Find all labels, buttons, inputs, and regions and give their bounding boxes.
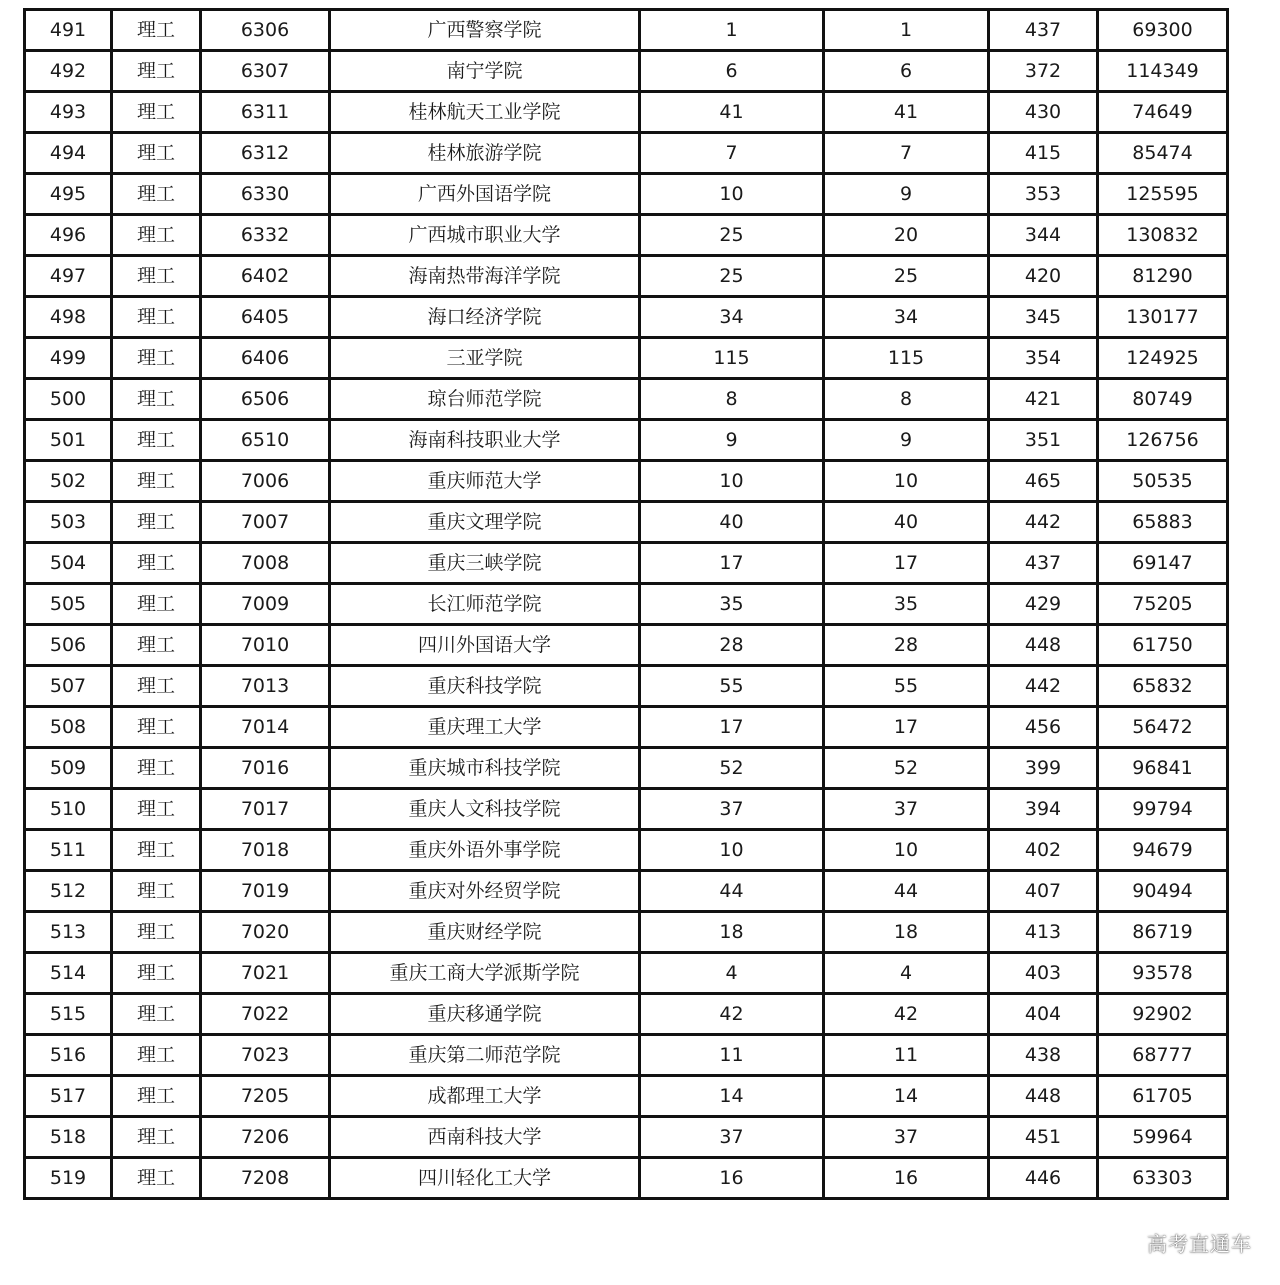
category-cell: 理工 <box>112 666 201 707</box>
min-rank-cell: 99794 <box>1098 789 1228 830</box>
row-number-cell: 495 <box>25 174 112 215</box>
admitted-count-cell: 40 <box>824 502 989 543</box>
admitted-count-cell: 7 <box>824 133 989 174</box>
school-name-cell: 重庆工商大学派斯学院 <box>330 953 640 994</box>
table-row <box>25 379 1228 420</box>
table-row <box>25 625 1228 666</box>
min-rank-cell: 65832 <box>1098 666 1228 707</box>
category-cell: 理工 <box>112 461 201 502</box>
category-cell: 理工 <box>112 1117 201 1158</box>
school-code-cell: 6506 <box>201 379 330 420</box>
min-score-cell: 448 <box>989 625 1098 666</box>
plan-count-cell: 37 <box>640 1117 824 1158</box>
category-cell: 理工 <box>112 215 201 256</box>
row-number-cell: 514 <box>25 953 112 994</box>
admitted-count-cell: 18 <box>824 912 989 953</box>
row-number-cell: 516 <box>25 1035 112 1076</box>
school-name-cell: 四川轻化工大学 <box>330 1158 640 1199</box>
row-number-cell: 519 <box>25 1158 112 1199</box>
row-number-cell: 502 <box>25 461 112 502</box>
school-code-cell: 7021 <box>201 953 330 994</box>
plan-count-cell: 10 <box>640 461 824 502</box>
plan-count-cell: 17 <box>640 707 824 748</box>
admitted-count-cell: 52 <box>824 748 989 789</box>
school-name-cell: 三亚学院 <box>330 338 640 379</box>
min-score-cell: 415 <box>989 133 1098 174</box>
min-score-cell: 442 <box>989 502 1098 543</box>
school-code-cell: 6402 <box>201 256 330 297</box>
plan-count-cell: 55 <box>640 666 824 707</box>
category-cell: 理工 <box>112 584 201 625</box>
table-row <box>25 338 1228 379</box>
table-row <box>25 1035 1228 1076</box>
min-score-cell: 442 <box>989 666 1098 707</box>
school-name-cell: 重庆城市科技学院 <box>330 748 640 789</box>
school-code-cell: 7023 <box>201 1035 330 1076</box>
table-row <box>25 871 1228 912</box>
min-rank-cell: 81290 <box>1098 256 1228 297</box>
min-rank-cell: 74649 <box>1098 92 1228 133</box>
table-row <box>25 10 1228 51</box>
plan-count-cell: 10 <box>640 174 824 215</box>
category-cell: 理工 <box>112 92 201 133</box>
school-code-cell: 7016 <box>201 748 330 789</box>
min-rank-cell: 130177 <box>1098 297 1228 338</box>
min-score-cell: 448 <box>989 1076 1098 1117</box>
row-number-cell: 497 <box>25 256 112 297</box>
school-name-cell: 琼台师范学院 <box>330 379 640 420</box>
min-rank-cell: 75205 <box>1098 584 1228 625</box>
plan-count-cell: 18 <box>640 912 824 953</box>
category-cell: 理工 <box>112 830 201 871</box>
row-number-cell: 504 <box>25 543 112 584</box>
admitted-count-cell: 10 <box>824 830 989 871</box>
plan-count-cell: 25 <box>640 215 824 256</box>
row-number-cell: 515 <box>25 994 112 1035</box>
row-number-cell: 498 <box>25 297 112 338</box>
admitted-count-cell: 42 <box>824 994 989 1035</box>
table-row <box>25 1158 1228 1199</box>
row-number-cell: 517 <box>25 1076 112 1117</box>
min-score-cell: 354 <box>989 338 1098 379</box>
plan-count-cell: 25 <box>640 256 824 297</box>
school-name-cell: 海南科技职业大学 <box>330 420 640 461</box>
category-cell: 理工 <box>112 420 201 461</box>
min-score-cell: 438 <box>989 1035 1098 1076</box>
min-score-cell: 345 <box>989 297 1098 338</box>
plan-count-cell: 42 <box>640 994 824 1035</box>
table-row <box>25 789 1228 830</box>
min-rank-cell: 94679 <box>1098 830 1228 871</box>
school-name-cell: 重庆财经学院 <box>330 912 640 953</box>
min-score-cell: 456 <box>989 707 1098 748</box>
table-row <box>25 215 1228 256</box>
min-rank-cell: 50535 <box>1098 461 1228 502</box>
school-code-cell: 7206 <box>201 1117 330 1158</box>
admitted-count-cell: 9 <box>824 420 989 461</box>
min-score-cell: 430 <box>989 92 1098 133</box>
min-score-cell: 402 <box>989 830 1098 871</box>
table-row <box>25 543 1228 584</box>
min-score-cell: 399 <box>989 748 1098 789</box>
min-rank-cell: 86719 <box>1098 912 1228 953</box>
min-score-cell: 437 <box>989 10 1098 51</box>
category-cell: 理工 <box>112 912 201 953</box>
school-code-cell: 6332 <box>201 215 330 256</box>
admitted-count-cell: 14 <box>824 1076 989 1117</box>
plan-count-cell: 17 <box>640 543 824 584</box>
min-rank-cell: 68777 <box>1098 1035 1228 1076</box>
school-name-cell: 海口经济学院 <box>330 297 640 338</box>
school-name-cell: 重庆科技学院 <box>330 666 640 707</box>
watermark: 高考直通车 <box>1147 1232 1252 1256</box>
plan-count-cell: 37 <box>640 789 824 830</box>
table-row <box>25 1117 1228 1158</box>
school-code-cell: 6330 <box>201 174 330 215</box>
school-code-cell: 6311 <box>201 92 330 133</box>
plan-count-cell: 44 <box>640 871 824 912</box>
category-cell: 理工 <box>112 1158 201 1199</box>
school-name-cell: 重庆三峡学院 <box>330 543 640 584</box>
school-name-cell: 重庆文理学院 <box>330 502 640 543</box>
school-code-cell: 7020 <box>201 912 330 953</box>
row-number-cell: 509 <box>25 748 112 789</box>
table-row <box>25 420 1228 461</box>
table-row <box>25 748 1228 789</box>
admitted-count-cell: 6 <box>824 51 989 92</box>
category-cell: 理工 <box>112 297 201 338</box>
school-code-cell: 7008 <box>201 543 330 584</box>
table-row <box>25 666 1228 707</box>
row-number-cell: 513 <box>25 912 112 953</box>
row-number-cell: 501 <box>25 420 112 461</box>
plan-count-cell: 7 <box>640 133 824 174</box>
school-name-cell: 长江师范学院 <box>330 584 640 625</box>
admitted-count-cell: 28 <box>824 625 989 666</box>
admitted-count-cell: 1 <box>824 10 989 51</box>
category-cell: 理工 <box>112 871 201 912</box>
table-row <box>25 1076 1228 1117</box>
admitted-count-cell: 37 <box>824 1117 989 1158</box>
table-row <box>25 51 1228 92</box>
min-score-cell: 413 <box>989 912 1098 953</box>
category-cell: 理工 <box>112 51 201 92</box>
min-score-cell: 465 <box>989 461 1098 502</box>
school-code-cell: 7205 <box>201 1076 330 1117</box>
category-cell: 理工 <box>112 953 201 994</box>
table-row <box>25 256 1228 297</box>
category-cell: 理工 <box>112 1035 201 1076</box>
school-name-cell: 重庆理工大学 <box>330 707 640 748</box>
min-score-cell: 429 <box>989 584 1098 625</box>
table-row <box>25 830 1228 871</box>
row-number-cell: 503 <box>25 502 112 543</box>
admitted-count-cell: 11 <box>824 1035 989 1076</box>
row-number-cell: 511 <box>25 830 112 871</box>
admitted-count-cell: 41 <box>824 92 989 133</box>
table-row <box>25 584 1228 625</box>
table-row <box>25 707 1228 748</box>
row-number-cell: 507 <box>25 666 112 707</box>
min-rank-cell: 56472 <box>1098 707 1228 748</box>
min-score-cell: 372 <box>989 51 1098 92</box>
school-name-cell: 广西警察学院 <box>330 10 640 51</box>
category-cell: 理工 <box>112 379 201 420</box>
school-name-cell: 重庆第二师范学院 <box>330 1035 640 1076</box>
min-rank-cell: 93578 <box>1098 953 1228 994</box>
plan-count-cell: 41 <box>640 92 824 133</box>
category-cell: 理工 <box>112 174 201 215</box>
school-code-cell: 6510 <box>201 420 330 461</box>
admitted-count-cell: 4 <box>824 953 989 994</box>
admitted-count-cell: 35 <box>824 584 989 625</box>
admitted-count-cell: 17 <box>824 707 989 748</box>
admissions-table <box>23 8 1229 1200</box>
school-code-cell: 7014 <box>201 707 330 748</box>
row-number-cell: 510 <box>25 789 112 830</box>
min-rank-cell: 61705 <box>1098 1076 1228 1117</box>
plan-count-cell: 40 <box>640 502 824 543</box>
school-name-cell: 重庆移通学院 <box>330 994 640 1035</box>
row-number-cell: 492 <box>25 51 112 92</box>
category-cell: 理工 <box>112 625 201 666</box>
school-name-cell: 重庆对外经贸学院 <box>330 871 640 912</box>
school-code-cell: 6306 <box>201 10 330 51</box>
table-row <box>25 92 1228 133</box>
school-code-cell: 6312 <box>201 133 330 174</box>
plan-count-cell: 6 <box>640 51 824 92</box>
admitted-count-cell: 55 <box>824 666 989 707</box>
school-code-cell: 7208 <box>201 1158 330 1199</box>
school-name-cell: 四川外国语大学 <box>330 625 640 666</box>
category-cell: 理工 <box>112 338 201 379</box>
category-cell: 理工 <box>112 10 201 51</box>
admitted-count-cell: 25 <box>824 256 989 297</box>
table-row <box>25 461 1228 502</box>
min-rank-cell: 126756 <box>1098 420 1228 461</box>
school-name-cell: 南宁学院 <box>330 51 640 92</box>
plan-count-cell: 9 <box>640 420 824 461</box>
admitted-count-cell: 44 <box>824 871 989 912</box>
plan-count-cell: 28 <box>640 625 824 666</box>
min-rank-cell: 61750 <box>1098 625 1228 666</box>
min-score-cell: 403 <box>989 953 1098 994</box>
school-code-cell: 7006 <box>201 461 330 502</box>
category-cell: 理工 <box>112 748 201 789</box>
school-code-cell: 6405 <box>201 297 330 338</box>
table-row <box>25 994 1228 1035</box>
school-name-cell: 广西外国语学院 <box>330 174 640 215</box>
min-rank-cell: 59964 <box>1098 1117 1228 1158</box>
min-score-cell: 407 <box>989 871 1098 912</box>
school-name-cell: 桂林旅游学院 <box>330 133 640 174</box>
category-cell: 理工 <box>112 256 201 297</box>
row-number-cell: 518 <box>25 1117 112 1158</box>
admitted-count-cell: 8 <box>824 379 989 420</box>
row-number-cell: 496 <box>25 215 112 256</box>
table-row <box>25 953 1228 994</box>
school-name-cell: 西南科技大学 <box>330 1117 640 1158</box>
table-row <box>25 174 1228 215</box>
row-number-cell: 506 <box>25 625 112 666</box>
table-row <box>25 133 1228 174</box>
min-score-cell: 421 <box>989 379 1098 420</box>
row-number-cell: 494 <box>25 133 112 174</box>
min-score-cell: 353 <box>989 174 1098 215</box>
plan-count-cell: 11 <box>640 1035 824 1076</box>
school-code-cell: 7007 <box>201 502 330 543</box>
min-rank-cell: 80749 <box>1098 379 1228 420</box>
admitted-count-cell: 16 <box>824 1158 989 1199</box>
admitted-count-cell: 34 <box>824 297 989 338</box>
min-rank-cell: 69147 <box>1098 543 1228 584</box>
min-score-cell: 437 <box>989 543 1098 584</box>
plan-count-cell: 4 <box>640 953 824 994</box>
min-rank-cell: 96841 <box>1098 748 1228 789</box>
min-rank-cell: 90494 <box>1098 871 1228 912</box>
admitted-count-cell: 37 <box>824 789 989 830</box>
min-rank-cell: 69300 <box>1098 10 1228 51</box>
admitted-count-cell: 20 <box>824 215 989 256</box>
min-score-cell: 451 <box>989 1117 1098 1158</box>
min-score-cell: 344 <box>989 215 1098 256</box>
category-cell: 理工 <box>112 789 201 830</box>
min-score-cell: 404 <box>989 994 1098 1035</box>
min-rank-cell: 125595 <box>1098 174 1228 215</box>
category-cell: 理工 <box>112 543 201 584</box>
row-number-cell: 499 <box>25 338 112 379</box>
row-number-cell: 505 <box>25 584 112 625</box>
min-rank-cell: 65883 <box>1098 502 1228 543</box>
row-number-cell: 512 <box>25 871 112 912</box>
school-code-cell: 7019 <box>201 871 330 912</box>
plan-count-cell: 34 <box>640 297 824 338</box>
min-rank-cell: 130832 <box>1098 215 1228 256</box>
school-name-cell: 成都理工大学 <box>330 1076 640 1117</box>
table-row <box>25 297 1228 338</box>
plan-count-cell: 14 <box>640 1076 824 1117</box>
row-number-cell: 508 <box>25 707 112 748</box>
min-rank-cell: 124925 <box>1098 338 1228 379</box>
school-name-cell: 桂林航天工业学院 <box>330 92 640 133</box>
school-code-cell: 7017 <box>201 789 330 830</box>
school-code-cell: 7022 <box>201 994 330 1035</box>
plan-count-cell: 16 <box>640 1158 824 1199</box>
table-body <box>25 10 1228 1199</box>
row-number-cell: 491 <box>25 10 112 51</box>
min-score-cell: 420 <box>989 256 1098 297</box>
school-name-cell: 海南热带海洋学院 <box>330 256 640 297</box>
school-code-cell: 7010 <box>201 625 330 666</box>
plan-count-cell: 10 <box>640 830 824 871</box>
school-code-cell: 7018 <box>201 830 330 871</box>
min-rank-cell: 114349 <box>1098 51 1228 92</box>
plan-count-cell: 35 <box>640 584 824 625</box>
admitted-count-cell: 9 <box>824 174 989 215</box>
school-code-cell: 6307 <box>201 51 330 92</box>
plan-count-cell: 1 <box>640 10 824 51</box>
category-cell: 理工 <box>112 707 201 748</box>
table-row <box>25 912 1228 953</box>
category-cell: 理工 <box>112 502 201 543</box>
min-rank-cell: 92902 <box>1098 994 1228 1035</box>
min-rank-cell: 85474 <box>1098 133 1228 174</box>
admitted-count-cell: 17 <box>824 543 989 584</box>
category-cell: 理工 <box>112 1076 201 1117</box>
admitted-count-cell: 10 <box>824 461 989 502</box>
category-cell: 理工 <box>112 994 201 1035</box>
school-name-cell: 重庆人文科技学院 <box>330 789 640 830</box>
school-name-cell: 重庆外语外事学院 <box>330 830 640 871</box>
category-cell: 理工 <box>112 133 201 174</box>
school-code-cell: 6406 <box>201 338 330 379</box>
plan-count-cell: 115 <box>640 338 824 379</box>
table-row <box>25 502 1228 543</box>
plan-count-cell: 52 <box>640 748 824 789</box>
plan-count-cell: 8 <box>640 379 824 420</box>
min-score-cell: 394 <box>989 789 1098 830</box>
school-code-cell: 7013 <box>201 666 330 707</box>
admitted-count-cell: 115 <box>824 338 989 379</box>
min-rank-cell: 63303 <box>1098 1158 1228 1199</box>
row-number-cell: 493 <box>25 92 112 133</box>
min-score-cell: 446 <box>989 1158 1098 1199</box>
school-code-cell: 7009 <box>201 584 330 625</box>
min-score-cell: 351 <box>989 420 1098 461</box>
school-name-cell: 广西城市职业大学 <box>330 215 640 256</box>
school-name-cell: 重庆师范大学 <box>330 461 640 502</box>
row-number-cell: 500 <box>25 379 112 420</box>
